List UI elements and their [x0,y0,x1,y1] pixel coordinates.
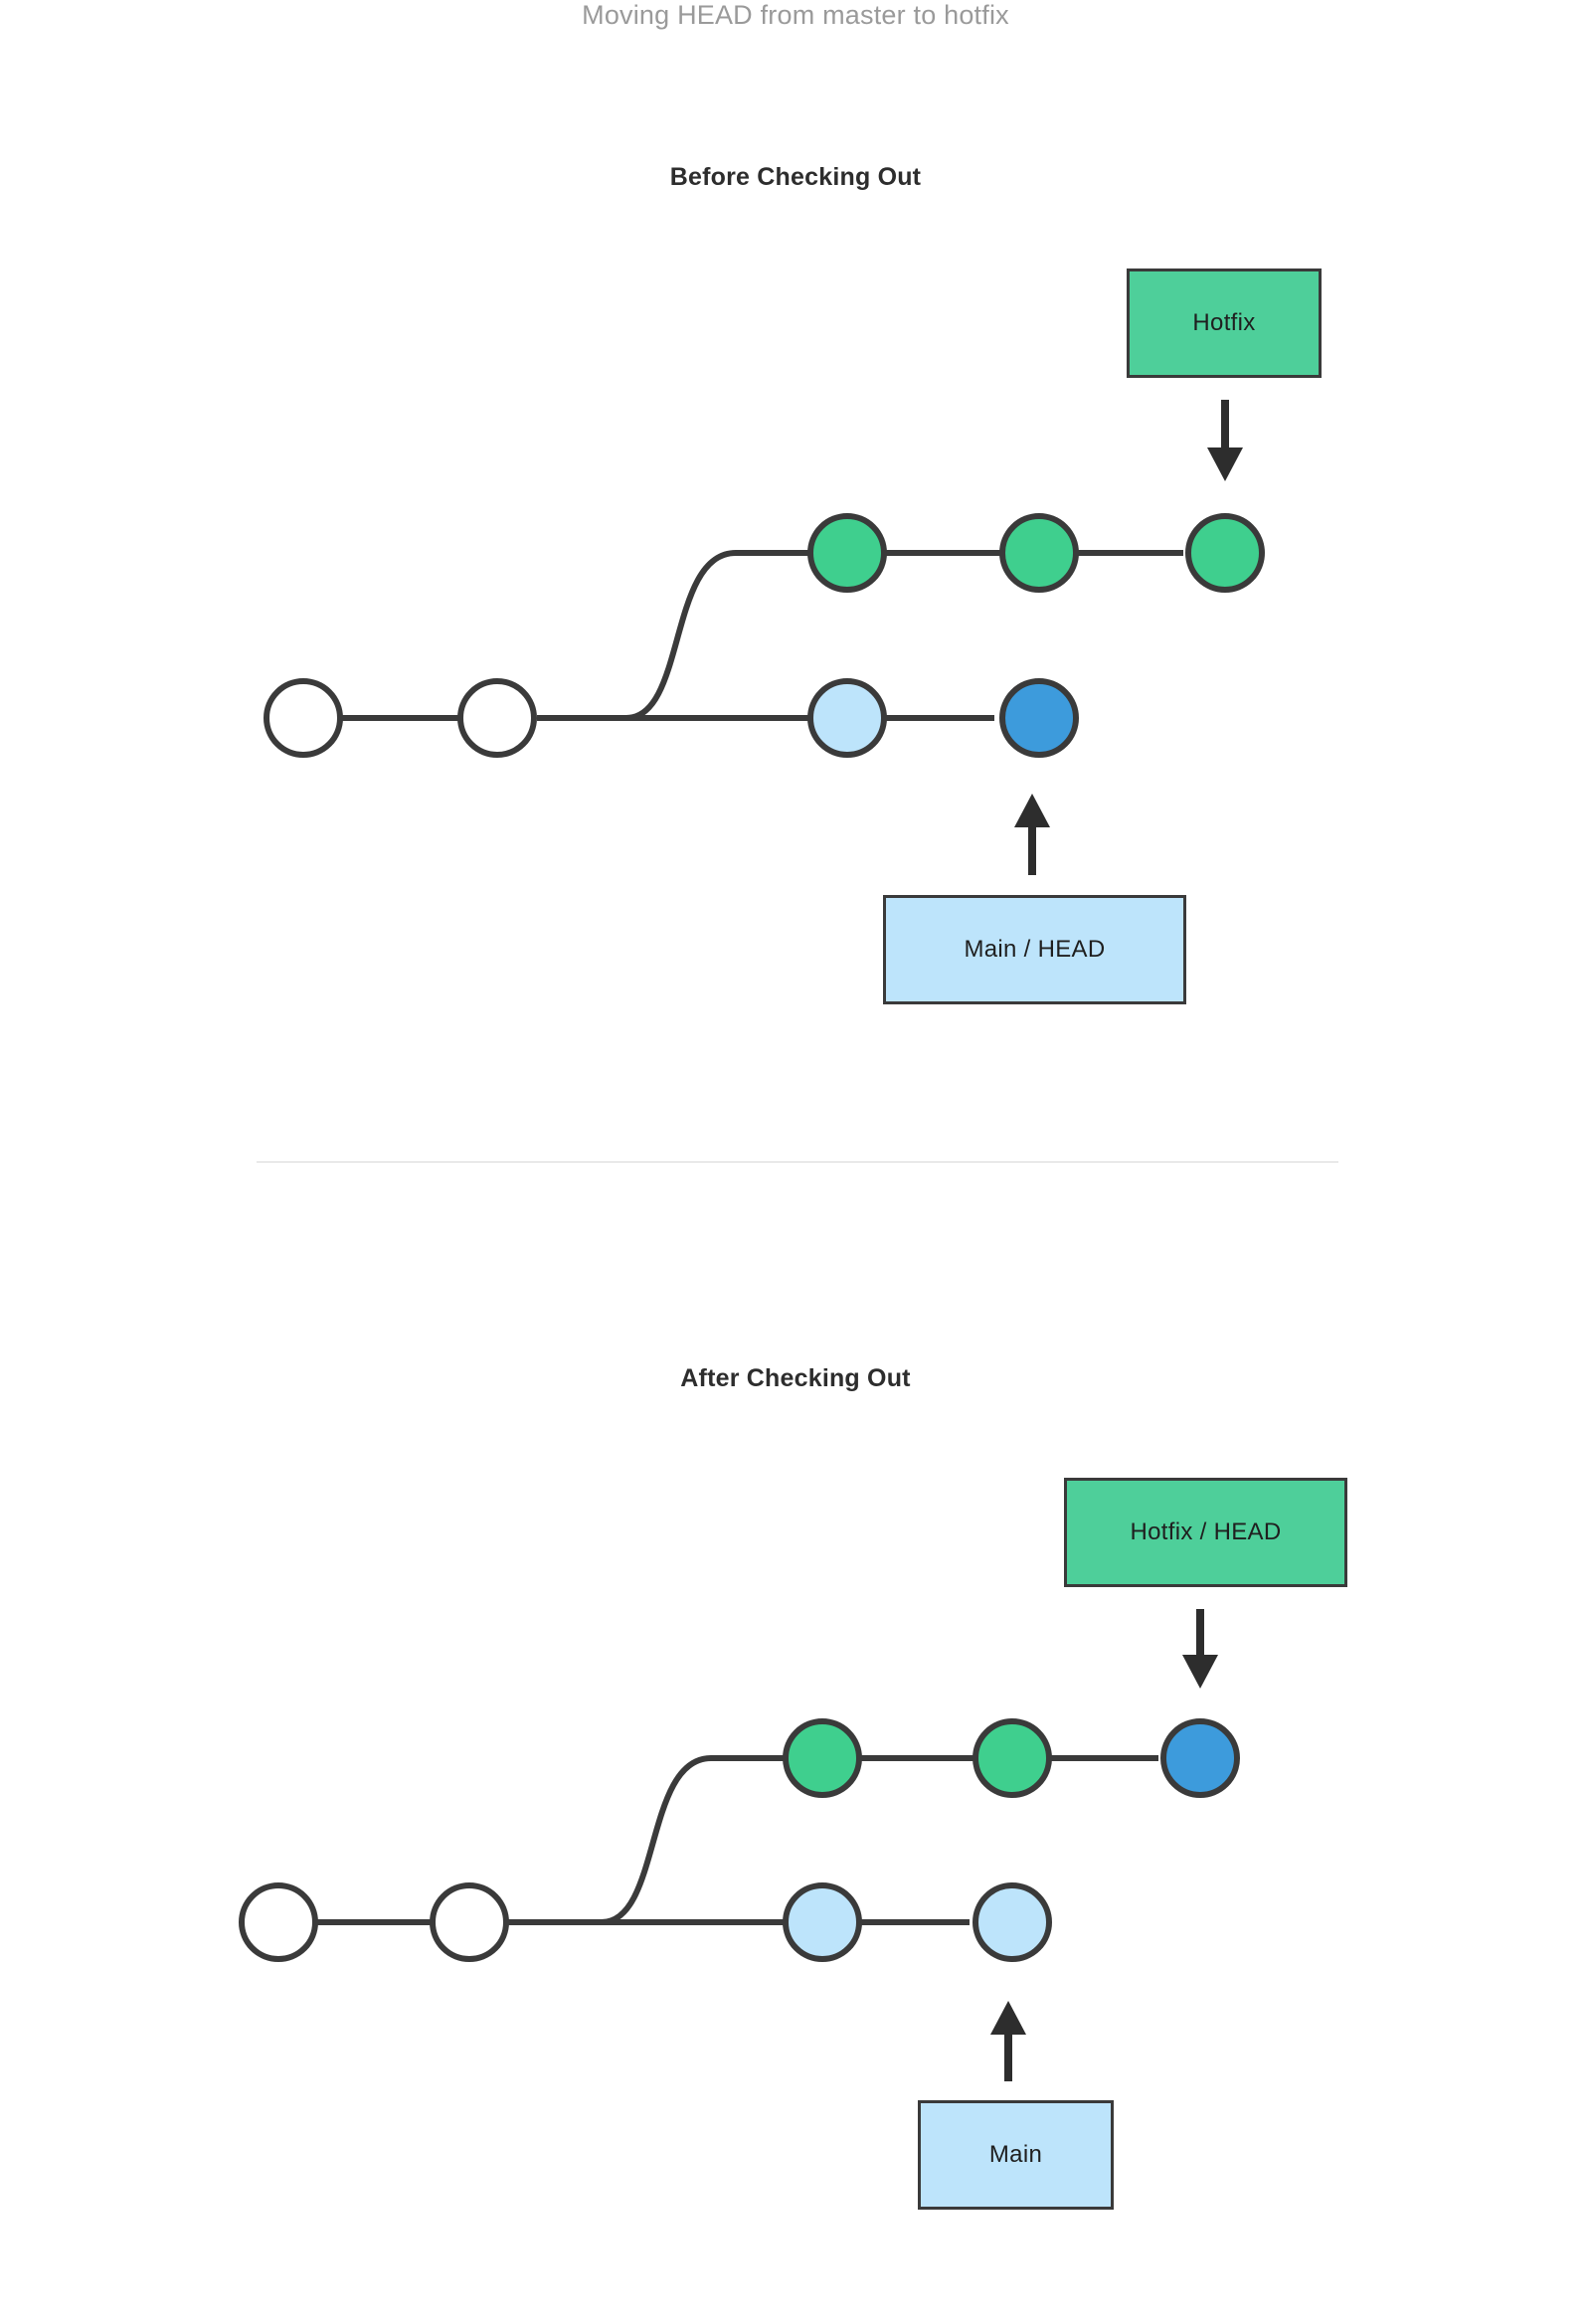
label-main-head-before-text: Main / HEAD [964,936,1106,963]
arrow-down-hotfix [1207,400,1243,481]
edge-branch-fork-after [602,1758,711,1922]
section-title-after: After Checking Out [680,1364,911,1392]
diagram-after [0,1201,1591,2324]
main-commit-4-after [975,1885,1049,1959]
branch-commit-2 [1002,516,1076,590]
branch-commit-3-after [1163,1721,1237,1795]
arrow-down-hotfix-after [1182,1609,1218,1689]
main-commit-4 [1002,681,1076,755]
label-main-head-before[interactable] [883,895,1186,1004]
main-commit-3-after [786,1885,859,1959]
edge-branch-fork [626,553,736,718]
main-commit-2-after [433,1885,506,1959]
main-commit-1 [266,681,340,755]
main-commit-2 [460,681,534,755]
main-commit-3 [810,681,884,755]
label-hotfix-head-after-text: Hotfix / HEAD [1130,1519,1282,1545]
label-main-after-text: Main [988,2141,1043,2168]
section-title-before: Before Checking Out [669,163,922,191]
label-hotfix-head-after[interactable] [1064,1478,1347,1587]
branch-commit-2-after [975,1721,1049,1795]
branch-commit-1-after [786,1721,859,1795]
arrow-up-main-after [990,2001,1026,2081]
main-commit-1-after [242,1885,315,1959]
label-main-after[interactable] [918,2100,1114,2210]
label-hotfix-before-text: Hotfix [1192,309,1256,336]
page-title: Moving HEAD from master to hotfix [582,0,1009,30]
branch-commit-3 [1188,516,1262,590]
arrow-up-main [1014,794,1050,875]
diagram-before [0,0,1591,1094]
label-hotfix-before[interactable] [1127,268,1322,378]
branch-commit-1 [810,516,884,590]
